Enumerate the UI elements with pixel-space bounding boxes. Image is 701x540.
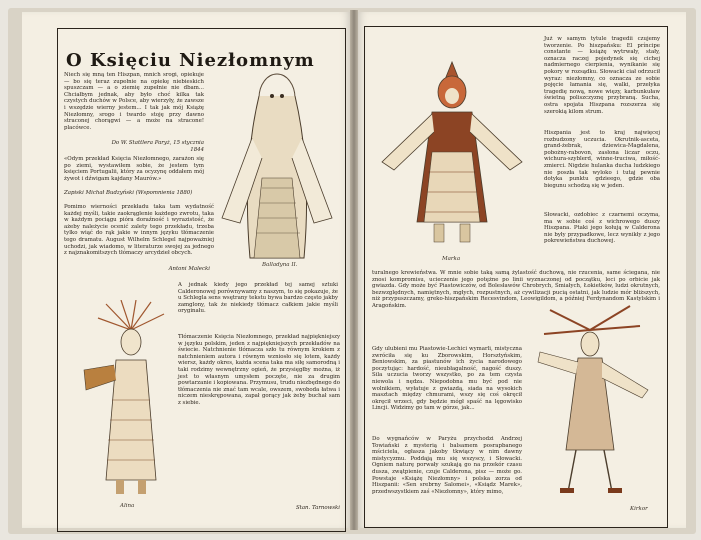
page-title: O Księciu Niezłomnym — [66, 50, 315, 71]
signature-tarnowski: Stan. Tarnowski — [295, 505, 340, 511]
illustration-kirkor — [530, 300, 660, 500]
right-column-2: Hiszpania jest to kraj najwięcej rozbudzony uczucia. Okrutnik-asceta, grand-żebrak, dziewica-Magdalena, pobożny-rabovon, zasłona liczar oczu, wichura-szyblerd, winne-truciwa, miłość-zmierci. Nigdzie hulanka ducha ludzkiego nie poszła tak wyloko i tutaj pewnie dotyka punktu gdzieego, gdzie oba biegunu schodzą się w jeden. — [544, 130, 660, 189]
quote-budzynski: «Odym przekład Księcia Niezłomnego, zarażon się po ziemi, wystawiłem sobie, że jestem tym księciem Portugalii, który za ocyzynę oddałem mój żywot i dźwigam kajdany Maurów.» — [64, 156, 204, 182]
right-paragraph-3: Do wygnańców w Paryżu przychodzi Andrzej Towiański z mysterią i balsamem posrapbanego mściciela, ogłasza jakoby tkwiący w nim dawny mistycyzmu. Poddają mu się wszyscy, i Słowacki. Ogniem naturę porwały szukają go na przekór czasu dusza, zwątpienie, czuje Calderona, pisz — może go. Powstaje «Książę Niezłomny» i polska zorza od Hiszpanii: «Sen srebrny Salomei», «Ksiądz Marek», przedwszystkiem zaś «Niezłomny», który mimo, — [372, 436, 522, 495]
signature-stattler: Do W. Stattlera Paryż, 15 stycznia 1844 — [111, 140, 204, 153]
illustration-balladyna — [212, 68, 342, 268]
right-column-1: Już w samym tytule tragedii czujemy tworzenie. Po hiszpańsku: El príncipe constante — książę wytrwały, stały, oznacza raczej pojedynek się cichej nadmiernego cierpienia, wynikanie się pokory w rozsądku. Słowacki ciał odrzucił wyraz: niezłomny, co oznacza ze sobie pojęcie łamania się, walki, przełyka tragedię nową, nowe więzy, karbunkuław świetną poliszczyznę przybraną. Sucha, ostra spojata Hiszpana rozszerza się szerokią kilom strum. — [544, 36, 660, 115]
right-paragraph-2: Gdy ulubieni mu Piastowie-Lechici wymarli, mistyczna zwróciła się ku Zborowskim, Horsztyńskim, Beniowskim, za piastunów ich życia narodowego poczytując: hardość, nieubłagalność, nagość duszy. Sila uczucia tworzy wszystko, po za tem czysta niewola i nędza. Niepodobna mu być pod nie wolnikiem, wyłatuje z gwiazdą, siada na wysokich masztach między chmurami, wszy się coś okręcił okręcił wrzeci, gdy będzie mógł spaść na lęgowisko Lincji. Widzimy go tam w górze, jak... — [372, 346, 522, 412]
signature-malecki: Antoni Malecki — [168, 266, 210, 272]
caption-marka: Marka — [442, 256, 461, 262]
illustration-marka — [372, 52, 532, 252]
paragraph-1: Pomimo wierności przekładu taka tam wydatność każdej myśli, takie zaokrąglenie każdego zwrotu, taka w każdym pociągu pióra doraźność i wyrazistość, że ażeby należycie ocenić zalety tego przekładu, trzeba tylko wiąć do rąk jakie w innym języku tłómaczenie tego dramatu. August Wilhelm Schlegel najpoważniej uchodzi, jak wiadomo, w literaturze swojej za jednego z najznakomitszych tłómaczy arcydzieł obcych. — [64, 204, 214, 257]
signature-budzynski: Zapiski Michał Budzyński (Wspomnienia 1880) — [64, 190, 193, 196]
right-column-3: Słowacki, ozdobiec z czarnemi oczyma, ma w sobie coś z wichrowego duszy Hiszpana. Ptaki jego kołują w Calderona nie były przypadkowe, lecz wynikły z jego pokrewieństwa duchowej. — [544, 212, 660, 245]
caption-alina: Alina — [120, 503, 135, 509]
right-paragraph-1: turalnego krewieństwa. W mnie sobie taką samą żylastość duchową, nie rzucenia, same ściegana, nie znosi kompromisu, ucieczenie jego potężne po linii wyznaczonej od początku, leci po orbicie jak gwiazda. Gdy może być Piastowiczów, od Bolesławów Chrobrych, Śmiałych, Łokietków, ludzi okrutnych, bezwzględnych, namiętnych, mgłych, rozpustnych, aż cywilizacji pucią ostatni, jak ludzie mór bliższych, niż przypuszczamy, greko-hiszpańskim Recesvindom, Leowigildom, a później Ferdynandom Kastylskim i Aragońskim. — [372, 270, 660, 309]
book-gutter — [350, 10, 358, 530]
intro-text: Niech się mną ten Hiszpan, mnich srogi, opiekuje — bo się teraz zupełnie na opiekę niebieskich spuszczam — a o ziemię zupełnie nie dbam... Chciałbym jednak, aby było choć kilka tak czystych duchów w Polsce, aby wierzyły, że zawsze i wszędzie wierny jestem... I tak jak mój Książę Niezłomny, srogo i twardo stoję przy dawno straconej chorągwi — a może na stracone! placówce. — [64, 72, 204, 131]
caption-balladyna: Balladyna II. — [262, 262, 298, 268]
illustration-alina — [76, 300, 176, 500]
paragraph-2: A jednak kiedy jego przekład tej samej sztuki Calderonowej porównywamy z naszym, to się pokazuje, że u Schlegla sens wsętrany tekstu bywa bardzo często jakby zamglony, tak że niekiedy tłómacz całkiem jakie myśli oryginału. — [178, 282, 338, 315]
caption-kirkor: Kirkor — [630, 506, 648, 512]
paragraph-3: Tłómaczenie Księcia Niezłomnego, przekład najpiękniejszy w języku polskim, jeden z najpiękniejszych przekładów na świecie. Natchnienie tłómacza szło tu równym krokiem z natchnieniem autora i równym wzniosło się lotem, każdy wiersz, każdy okres, każda scena taka ma siłę samorodną i taki rodzimy wewnętrzny ogień, że przysięgłby można, iż jest to własnym umysłem poczęte, nie za drugim powtarzanie i kopiowana. Przymusu, trudu niezbędnego do tłómaczenia nie znać tam wcale, owszem, swoboda łatwa i niczem nieskrępowana, zapał gorący jak żeby buchał sam z siebie. — [178, 334, 341, 406]
